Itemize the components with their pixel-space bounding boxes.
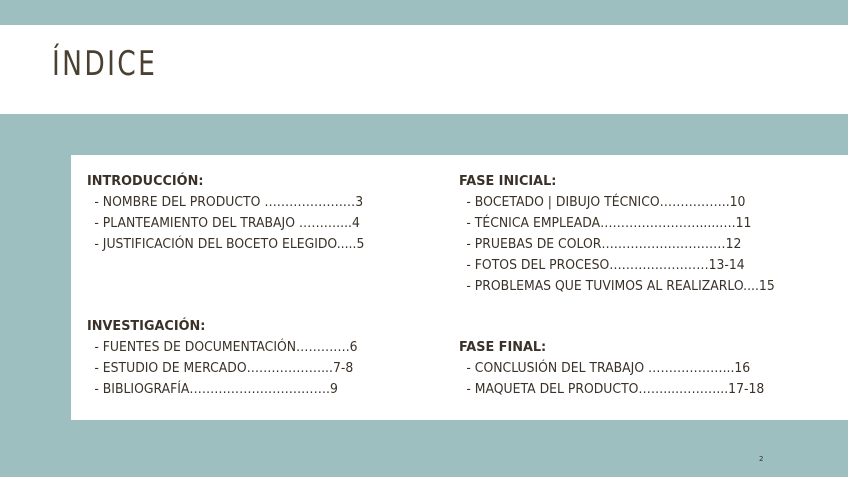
index-entry: - PLANTEAMIENTO DEL TRABAJO ………....4 xyxy=(94,215,360,231)
page-title: ÍNDICE xyxy=(52,44,158,84)
section-fase-inicial xyxy=(459,171,802,297)
section-heading: FASE INICIAL: xyxy=(459,173,557,189)
index-entry: - BOCETADO | DIBUJO TÉCNICO……………..10 xyxy=(466,194,746,210)
index-entry: - CONCLUSIÓN DEL TRABAJO ………………...16 xyxy=(466,360,751,376)
index-entry: - FOTOS DEL PROCESO……………………13-14 xyxy=(466,257,745,273)
section-heading: FASE FINAL: xyxy=(459,339,547,355)
section-heading: INVESTIGACIÓN: xyxy=(87,318,206,334)
index-entry: - TÉCNICA EMPLEADA…………………….....….11 xyxy=(466,215,752,231)
index-panel xyxy=(71,155,848,420)
section-introduccion xyxy=(87,171,388,255)
index-entry: - FUENTES DE DOCUMENTACIÓN………….6 xyxy=(94,339,358,355)
section-heading: INTRODUCCIÓN: xyxy=(87,173,204,189)
index-entry: - MAQUETA DEL PRODUCTO……....………...17-18 xyxy=(466,381,765,397)
section-investigacion xyxy=(87,316,381,400)
index-entry: - PROBLEMAS QUE TUVIMOS AL REALIZARLO....15 xyxy=(466,278,775,294)
section-fase-final xyxy=(459,337,791,400)
index-entry: - BIBLIOGRAFÍA…………………………….9 xyxy=(94,381,338,397)
page-number: 2 xyxy=(759,455,764,463)
index-entry: - PRUEBAS DE COLOR…………………………12 xyxy=(466,236,742,252)
index-entry: - NOMBRE DEL PRODUCTO ……………….…3 xyxy=(94,194,364,210)
index-entry: - ESTUDIO DE MERCADO………………...7-8 xyxy=(94,360,354,376)
index-entry: - JUSTIFICACIÓN DEL BOCETO ELEGIDO.....5 xyxy=(94,236,365,252)
